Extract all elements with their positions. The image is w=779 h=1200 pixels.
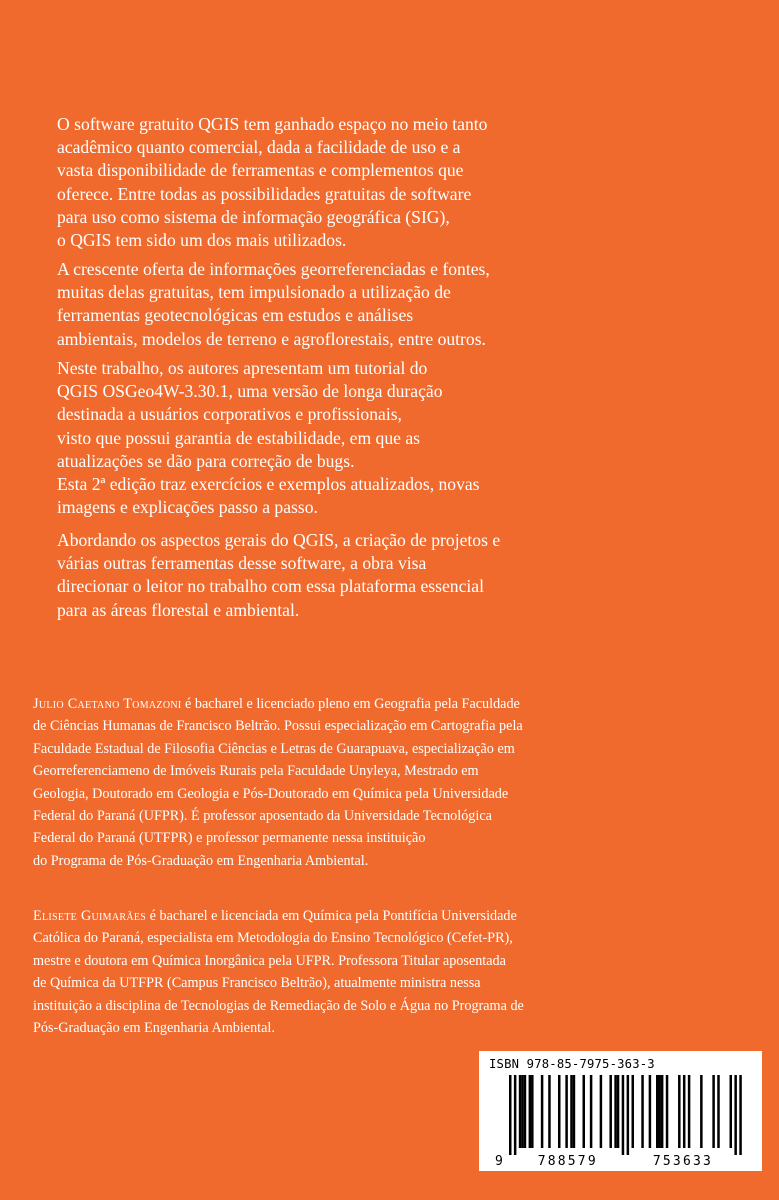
text-line: QGIS OSGeo4W-3.30.1, uma versão de longa duração: [57, 381, 443, 402]
text-line: para uso como sistema de informação geográfica (SIG),: [57, 206, 450, 227]
text-line: para as áreas florestal e ambiental.: [57, 599, 300, 620]
text-line: [33, 693, 523, 715]
barcode-bar: [712, 1075, 715, 1148]
barcode-bar: [622, 1075, 625, 1155]
text-line: o QGIS tem sido um dos mais utilizados.: [57, 230, 347, 251]
author-name: Elisete Guimarães: [33, 908, 147, 924]
text-line: Católica do Paraná, especialista em Metodologia do Ensino Tecnológico (Cefet-PR),: [33, 930, 513, 947]
text-line: de Ciências Humanas de Francisco Beltrão. Possui especialização em Cartografia pela: [33, 718, 523, 735]
barcode-bar: [519, 1075, 522, 1148]
barcode-bar: [531, 1075, 534, 1148]
text-line: destinada a usuários corporativos e profissionais,: [57, 404, 402, 425]
barcode-bar: [541, 1075, 544, 1148]
barcode-bar: [617, 1075, 620, 1148]
text-line: acadêmico quanto comercial, dada a facilidade de uso e a: [57, 137, 461, 158]
text-line: mestre e doutora em Química Inorgânica pela UFPR. Professora Titular aposentada: [33, 952, 506, 969]
barcode-bar: [558, 1075, 561, 1148]
bio-text: é bacharel e licenciado pleno em Geografia pela Faculdade: [181, 696, 520, 712]
barcode-digits: 788579: [537, 1154, 598, 1169]
barcode-bar: [514, 1075, 517, 1155]
barcode-digits: 753633: [652, 1154, 714, 1169]
text-line: O software gratuito QGIS tem ganhado espaço no meio tanto: [57, 114, 488, 134]
barcode-bar: [632, 1075, 635, 1148]
barcode-digits: 9: [494, 1154, 505, 1169]
text-line: Georreferenciameno de Imóveis Rurais pela Faculdade Unyleya, Mestrado em: [33, 763, 479, 780]
text-line: vasta disponibilidade de ferramentas e complementos que: [57, 160, 464, 181]
text-line: do Programa de Pós-Graduação em Engenharia Ambiental.: [33, 852, 369, 869]
barcode-bar: [683, 1075, 686, 1148]
barcode-bar: [730, 1075, 733, 1148]
text-line: ambientais, modelos de terreno e agroflorestais, entre outros.: [57, 328, 486, 349]
barcode-icon: [479, 1051, 762, 1171]
text-line: de Química da UTFPR (Campus Francisco Beltrão), atualmente ministra nessa: [33, 975, 481, 992]
barcode-bar: [700, 1075, 703, 1148]
text-line: direcionar o leitor no trabalho com essa plataforma essencial: [57, 576, 484, 597]
text-line: Abordando os aspectos gerais do QGIS, a criação de projetos e: [57, 530, 501, 550]
barcode-bar: [524, 1075, 527, 1148]
barcode-bar: [509, 1075, 512, 1155]
blurb-paragraph-4: [57, 529, 500, 622]
barcode-bar: [548, 1075, 551, 1148]
bio-text: é bacharel e licenciada em Química pela Pontifícia Universidade: [146, 908, 517, 924]
text-line: Federal do Paraná (UTFPR) e professor permanente nessa instituição: [33, 830, 426, 847]
author-name: Julio Caetano Tomazoni: [33, 696, 182, 712]
text-line: imagens e explicações passo a passo.: [57, 497, 318, 518]
text-line: Faculdade Estadual de Filosofia Ciências e Letras de Guarapuava, especialização em: [33, 740, 515, 757]
text-line: ferramentas geotecnológicas em estudos e análises: [57, 305, 414, 326]
text-line: A crescente oferta de informações georreferenciadas e fontes,: [57, 259, 490, 279]
blurb-paragraph-1: [57, 113, 487, 252]
text-line: visto que possui garantia de estabilidade, em que as: [57, 427, 421, 448]
text-line: Geologia, Doutorado em Geologia e Pós-Doutorado em Química pela Universidade: [33, 785, 509, 802]
text-line: oferece. Entre todas as possibilidades gratuitas de software: [57, 183, 472, 204]
barcode-bar: [658, 1075, 661, 1148]
barcode-bar: [734, 1075, 737, 1155]
barcode-bar: [529, 1075, 532, 1148]
isbn-label: ISBN 978-85-7975-363-3: [489, 1057, 655, 1071]
text-line: várias outras ferramentas desse software, a obra visa: [57, 553, 427, 574]
barcode-bar: [600, 1075, 603, 1148]
text-line: instituição a disciplina de Tecnologias de Remediação de Solo e Água no Programa de: [33, 997, 524, 1014]
barcode-bar: [590, 1075, 593, 1148]
text-line: Federal do Paraná (UFPR). É professor aposentado da Universidade Tecnológica: [33, 808, 492, 825]
barcode-bar: [717, 1075, 720, 1148]
barcode-bar: [583, 1075, 586, 1148]
text-line: [33, 905, 524, 927]
barcode-bar: [641, 1075, 644, 1148]
text-line: Neste trabalho, os autores apresentam um tutorial do: [57, 358, 428, 378]
barcode-bar: [627, 1075, 630, 1155]
barcode-bar: [570, 1075, 573, 1148]
author-bio-guimaraes: [33, 905, 524, 1039]
barcode-bar: [649, 1075, 652, 1148]
barcode-bar: [521, 1075, 524, 1148]
barcode-bar: [688, 1075, 691, 1148]
barcode-bar: [678, 1075, 681, 1148]
text-line: atualizações se dão para correção de bugs.: [57, 450, 355, 471]
barcode-bar: [661, 1075, 664, 1148]
blurb-paragraph-2: [57, 258, 490, 351]
barcode-bar: [614, 1075, 617, 1148]
text-line: Esta 2ª edição traz exercícios e exemplos atualizados, novas: [57, 474, 480, 495]
author-bio-tomazoni: [33, 693, 523, 872]
barcode-bar: [739, 1075, 742, 1155]
barcode-bar: [565, 1075, 568, 1148]
isbn-barcode: [479, 1051, 762, 1171]
barcode-bar: [573, 1075, 576, 1148]
barcode-bar: [609, 1075, 612, 1148]
blurb-paragraph-3: [57, 357, 480, 519]
barcode-bar: [666, 1075, 669, 1148]
text-line: muitas delas gratuitas, tem impulsionado a utilização de: [57, 282, 451, 303]
barcode-bar: [656, 1075, 659, 1148]
text-line: Pós-Graduação em Engenharia Ambiental.: [33, 1020, 275, 1037]
